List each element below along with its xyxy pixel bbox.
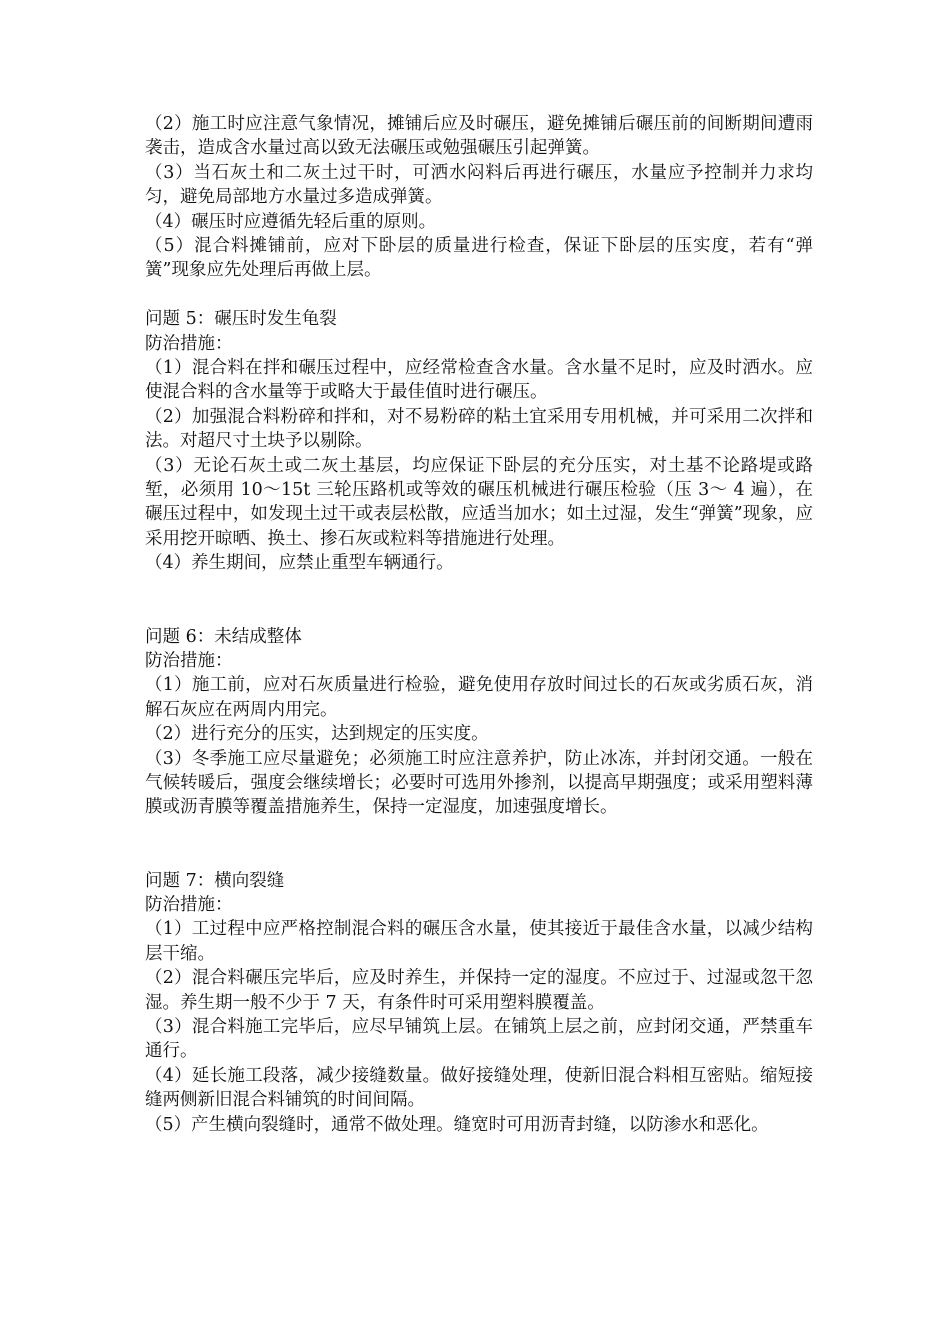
paragraph-prev-item-4: （4）碾压时应遵循先轻后重的原则。 [145,211,437,232]
section6-item-1: （1）施工前，应对石灰质量进行检验，避免使用存放时间过长的石灰或劣质石灰，消解石灰应在两周内用完。 [145,675,813,720]
blank-line [145,820,813,869]
section7-subtitle: 防治措施： [145,894,233,915]
section7-item-3: （3）混合料施工完毕后，应尽早铺筑上层。在铺筑上层之前，应封闭交通，严禁重车通行。 [145,1016,813,1062]
paragraph-prev-item-5: （5）混合料摊铺前，应对下卧层的质量进行检查，保证下卧层的压实度，若有“弹簧”现象应先处理后再做上层。 [145,236,813,281]
paragraph-prev-item-3: （3）当石灰土和二灰土过干时，可洒水闷料后再进行碾压，水量应予控制并力求均匀，避免局部地方水量过多造成弹簧。 [145,162,813,208]
section5-subtitle: 防治措施： [145,333,233,354]
blank-line [145,576,813,625]
section5-item-1: （1）混合料在拌和碾压过程中，应经常检查含水量。含水量不足时，应及时洒水。应使混合料的含水量等于或略大于最佳值时进行碾压。 [145,358,813,403]
section7-item-4: （4）延长施工段落，减少接缝数量。做好接缝处理，使新旧混合料相互密贴。缩短接缝两侧新旧混合料铺筑的时间间隔。 [145,1065,813,1111]
section6-subtitle: 防治措施： [145,650,233,671]
paragraph-prev-item-2: （2）施工时应注意气象情况，摊铺后应及时碾压，避免摊铺后碾压前的间断期间遭雨袭击，造成含水量过高以致无法碾压或勉强碾压引起弹簧。 [145,114,813,159]
section7-item-1: （1）工过程中应严格控制混合料的碾压含水量，使其接近于最佳含水量，以减少结构层干缩。 [145,919,813,964]
section5-item-4: （4）养生期间，应禁止重型车辆通行。 [145,553,454,574]
section5-item-2: （2）加强混合料粉碎和拌和，对不易粉碎的粘土宜采用专用机械，并可采用二次拌和法。对超尺寸土块予以剔除。 [145,406,813,452]
section7-item-2: （2）混合料碾压完毕后，应及时养生，并保持一定的湿度。不应过于、过湿或忽干忽湿。养生期一般不少于 7 天，有条件时可采用塑料膜覆盖。 [145,968,813,1013]
blank-line [145,283,813,307]
document-page [145,112,813,1137]
section6-item-3: （3）冬季施工应尽量避免；必须施工时应注意养护，防止冰冻，并封闭交通。一般在气候转暖后，强度会继续增长；必要时可选用外掺剂，以提高早期强度；或采用塑料薄膜或沥青膜等覆盖措施养生，保持一定湿度，加速强度增长。 [145,748,813,818]
section5-item-3: （3）无论石灰土或二灰土基层，均应保证下卧层的充分压实，对土基不论路堤或路堑，必须用 10～15t 三轮压路机或等效的碾压机械进行碾压检验（压 3～ 4 遍），在碾压过程中，如发现土过干或表层松散，应适当加水；如土过湿，发生“弹簧”现象，应采用挖开晾晒、换土、掺石灰或粒料等措施进行处理。 [145,455,813,549]
section7-title: 问题 7：横向裂缝 [145,870,285,891]
section7-item-5: （5）产生横向裂缝时，通常不做处理。缝宽时可用沥青封缝，以防渗水和恶化。 [145,1114,769,1135]
section6-title: 问题 6：未结成整体 [145,626,302,647]
section5-title: 问题 5：碾压时发生龟裂 [145,309,337,330]
section6-item-2: （2）进行充分的压实，达到规定的压实度。 [145,724,489,745]
